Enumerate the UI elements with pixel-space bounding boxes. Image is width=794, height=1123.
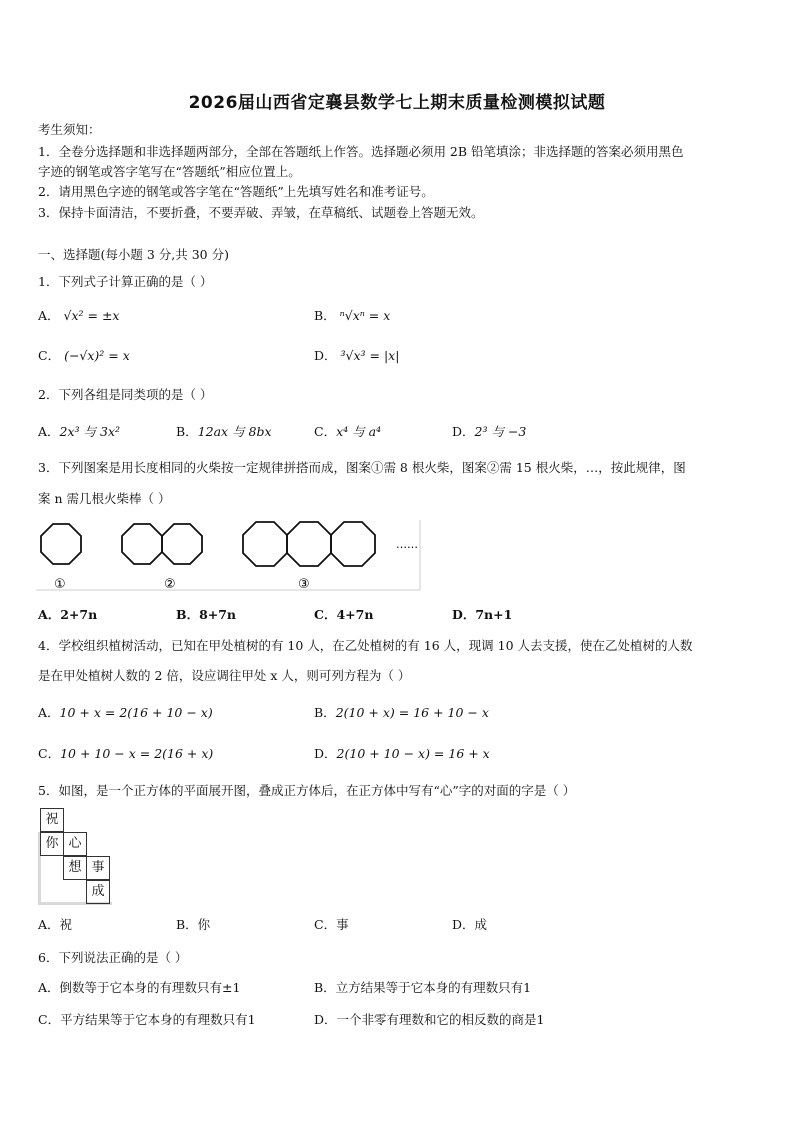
q1-b-expr: ⁿ√xⁿ = x [339, 308, 391, 323]
q1-stem: 1．下列式子计算正确的是（ ） [38, 274, 213, 289]
octagon [122, 524, 162, 564]
q4-option-d [314, 744, 490, 762]
q1-d-expr: ³√x³ = |x| [340, 348, 400, 363]
q2-c-label: C． [314, 424, 337, 439]
q2-option-d [452, 422, 526, 440]
q1-a-label: A． [38, 308, 60, 323]
q1-c-label: C． [38, 348, 61, 363]
q2-a-label: A． [38, 424, 60, 439]
q1-a-expr: √x² = ±x [63, 308, 120, 323]
q1-option-d [314, 346, 399, 364]
q1-d-label: D． [314, 348, 337, 363]
q5-option-a: A．祝 [38, 917, 73, 932]
q1-option-a [38, 306, 120, 324]
q6-option-a: A．倒数等于它本身的有理数只有±1 [38, 980, 241, 995]
q4-stem-line1: 4．学校组织植树活动，已知在甲处植树的有 10 人，在乙处植树的有 16 人，现调 10 人去支援，使在乙处植树的人数 [38, 638, 693, 653]
q1-c-expr: (−√x)² = x [64, 348, 130, 363]
net-cell-ni: 你 [40, 832, 64, 856]
q3-option-c: C．4+7n [314, 607, 374, 622]
q3-stem-line2: 案 n 需几根火柴棒（ ） [38, 491, 171, 506]
q4-option-c [38, 744, 213, 762]
octagon [287, 522, 331, 566]
q4-stem-line2: 是在甲处植树人数的 2 倍，设应调往甲处 x 人，则可列方程为（ ） [38, 668, 411, 683]
octagon [162, 524, 202, 564]
q5-option-b: B．你 [176, 917, 211, 932]
net-cell-zhu: 祝 [40, 808, 64, 832]
q3-option-d: D．7n+1 [452, 607, 513, 622]
q3-option-a: A．2+7n [38, 607, 98, 622]
notice-item-1: 1．全卷分选择题和非选择题两部分，全部在答题纸上作答。选择题必须用 2B 铅笔填涂；非选择题的答案必须用黑色 [38, 144, 684, 159]
octagon [41, 524, 81, 564]
q2-a-expr: 2x³ 与 3x² [59, 424, 121, 439]
q2-stem: 2．下列各组是同类项的是（ ） [38, 387, 213, 402]
q3-stem-line1: 3．下列图案是用长度相同的火柴按一定规律拼搭而成，图案①需 8 根火柴，图案②需 15 根火柴，…，按此规律，图 [38, 460, 686, 475]
octagon [331, 522, 375, 566]
q4-b-expr: 2(10 + x) = 16 + 10 − x [335, 705, 489, 720]
q5-stem: 5．如图，是一个正方体的平面展开图，叠成正方体后，在正方体中写有“心”字的对面的字是（ ） [38, 783, 576, 798]
q6-option-b: B．立方结果等于它本身的有理数只有1 [314, 980, 532, 995]
q2-d-label: D． [452, 424, 475, 439]
notice-item-2: 2．请用黑色字迹的钢笔或答字笔在“答题纸”上先填写姓名和准考证号。 [38, 184, 434, 199]
fig-label-1: ① [54, 577, 66, 592]
octagon [243, 522, 287, 566]
q2-option-c [314, 422, 381, 440]
fig-dots: …… [396, 538, 418, 551]
net-cell-xin: 心 [63, 832, 87, 856]
q6-option-d: D．一个非零有理数和它的相反数的商是1 [314, 1012, 545, 1027]
q2-c-expr: x⁴ 与 a⁴ [336, 424, 382, 439]
net-cell-xiang: 想 [63, 856, 87, 880]
net-cell-cheng: 成 [86, 880, 110, 904]
q5-option-d: D．成 [452, 917, 488, 932]
net-cell-shi: 事 [86, 856, 110, 880]
fig-label-3: ③ [298, 577, 310, 592]
q4-option-b [314, 703, 489, 721]
q4-c-expr: 10 + 10 − x = 2(16 + x) [60, 746, 214, 761]
section-heading: 一、选择题(每小题 3 分,共 30 分) [38, 247, 229, 262]
q4-c-label: C． [38, 746, 61, 761]
q5-option-c: C．事 [314, 917, 349, 932]
q1-option-b [314, 306, 390, 324]
q3-matchstick-figure [34, 518, 424, 592]
cube-net-figure [38, 808, 118, 904]
q2-d-expr: 2³ 与 −3 [474, 424, 527, 439]
q4-b-label: B． [314, 705, 336, 720]
q4-option-a [38, 703, 213, 721]
q6-stem: 6．下列说法正确的是（ ） [38, 950, 188, 965]
q4-a-expr: 10 + x = 2(16 + 10 − x) [59, 705, 213, 720]
notice-item-3: 3．保持卡面清洁，不要折叠，不要弄破、弄皱，在草稿纸、试题卷上答题无效。 [38, 205, 484, 220]
q4-d-label: D． [314, 746, 337, 761]
q4-d-expr: 2(10 + 10 − x) = 16 + x [336, 746, 490, 761]
q4-a-label: A． [38, 705, 60, 720]
q1-option-c [38, 346, 130, 364]
page-title: 2026届山西省定襄县数学七上期末质量检测模拟试题 [188, 93, 606, 113]
q1-b-label: B． [314, 308, 336, 323]
q2-b-label: B． [176, 424, 198, 439]
q3-option-b: B．8+7n [176, 607, 237, 622]
notice-heading: 考生须知： [38, 122, 101, 137]
q2-option-a [38, 422, 120, 440]
q6-option-c: C．平方结果等于它本身的有理数只有1 [38, 1012, 256, 1027]
q2-option-b [176, 422, 272, 440]
fig-label-2: ② [164, 577, 176, 592]
notice-item-1-cont: 字迹的钢笔或答字笔写在“答题纸”相应位置上。 [38, 164, 301, 179]
q2-b-expr: 12ax 与 8bx [197, 424, 272, 439]
